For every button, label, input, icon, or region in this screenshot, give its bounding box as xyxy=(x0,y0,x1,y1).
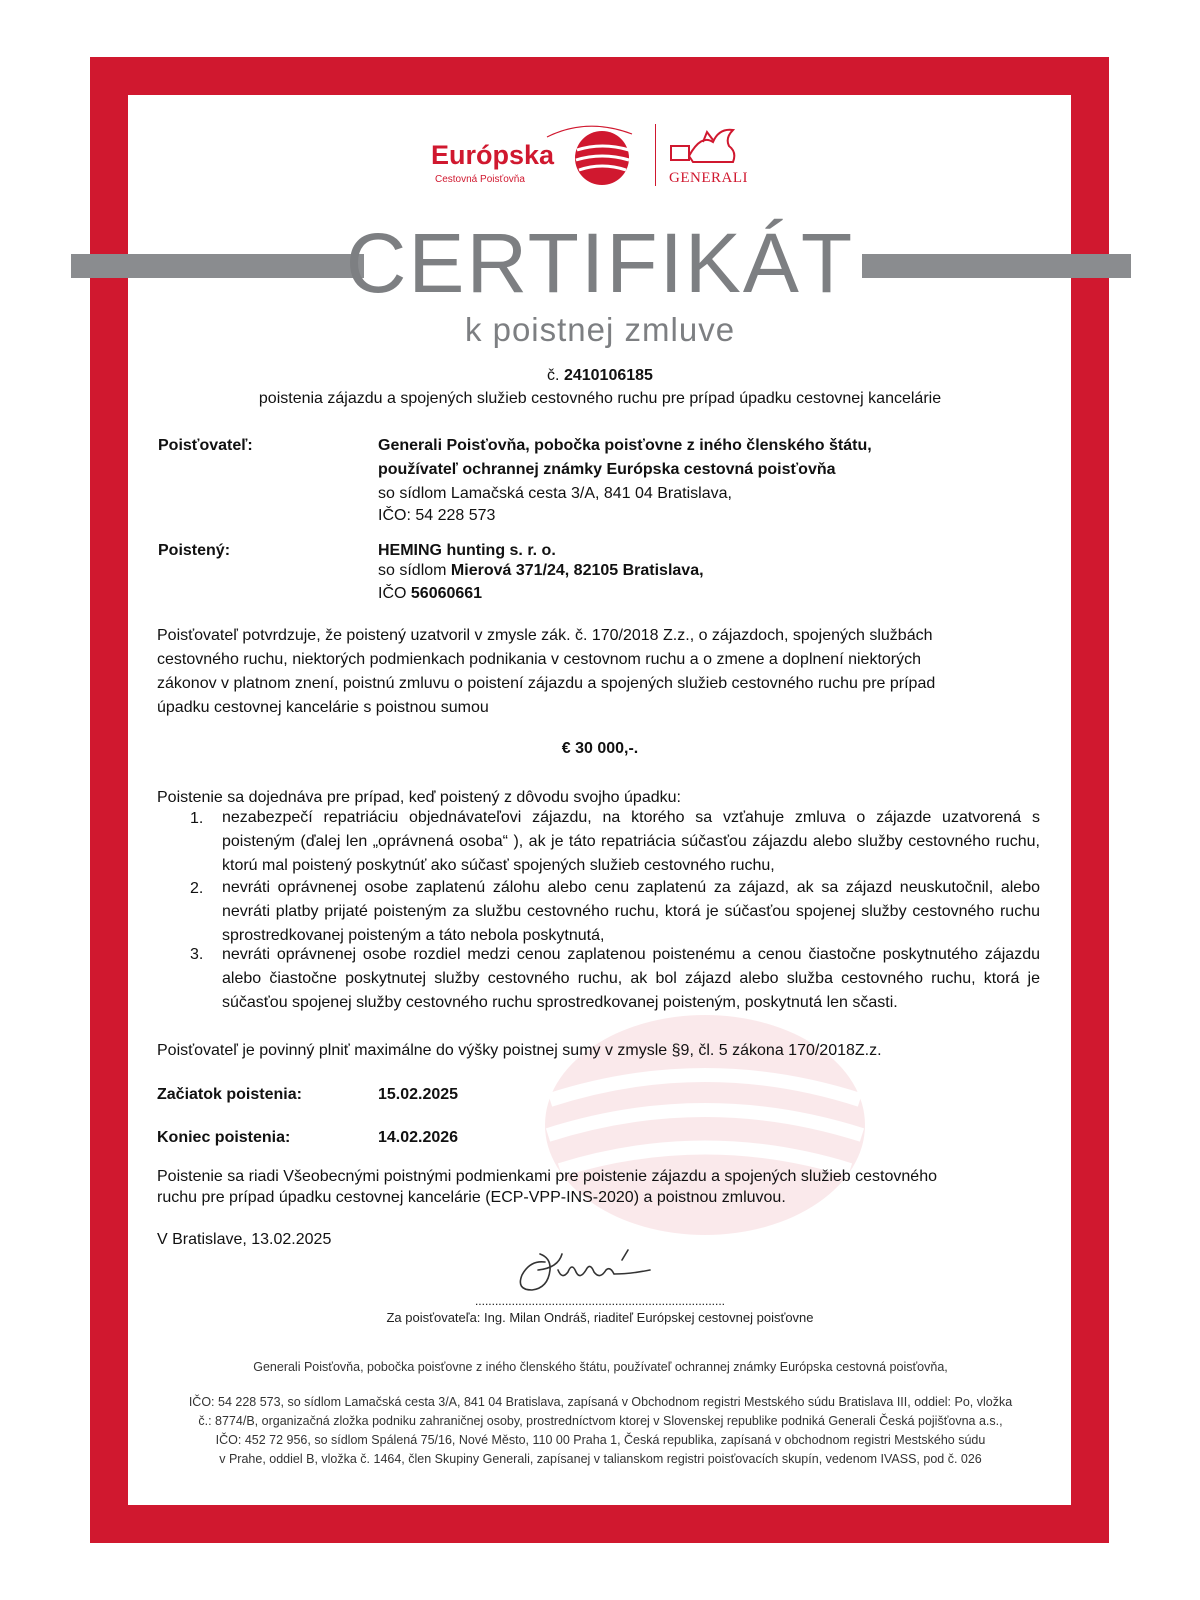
insured-label: Poistený: xyxy=(158,542,231,559)
confirmation-line3: zákonov v platnom znení, poistnú zmluvu o poistení zájazdu a spojených služieb cestovného ruchu pre prípad xyxy=(157,675,936,692)
page-subtitle: k poistnej zmluve xyxy=(464,311,736,348)
brand-name: Európska xyxy=(431,140,555,170)
footer-line3: č.: 8774/B, organizačná zložka podniku zahraničnej osoby, prostredníctvom ktorej v Slovenskej republike podniká Generali Česká pojišťovna a.s., xyxy=(198,1414,1003,1428)
place-date: V Bratislave, 13.02.2025 xyxy=(157,1231,332,1248)
insurer-label: Poisťovateľ: xyxy=(158,437,253,454)
partner-name: GENERALI xyxy=(669,170,748,186)
end-label: Koniec poistenia: xyxy=(157,1129,291,1146)
start-label: Začiatok poistenia: xyxy=(157,1086,302,1103)
footer-line5: v Prahe, oddiel B, vložka č. 1464, člen Skupiny Generali, zapísanej v talianskom registri poisťovacích skupín, vedenom IVASS, pod č. 026 xyxy=(219,1452,982,1466)
confirmation-line4: úpadku cestovnej kancelárie s poistnou sumou xyxy=(157,699,489,716)
certificate-subject: poistenia zájazdu a spojených služieb cestovného ruchu pre prípad úpadku cestovnej kancelárie xyxy=(258,390,942,407)
lion-icon xyxy=(667,124,743,168)
signature xyxy=(510,1240,670,1300)
logo xyxy=(431,122,777,202)
page-title: CERTIFIKÁT xyxy=(345,216,855,310)
footer-line2: IČO: 54 228 573, so sídlom Lamačská cesta 3/A, 841 04 Bratislava, zapísaná v Obchodnom registri Mestského súdu Bratislava III, oddiel: Po, vložka xyxy=(188,1395,1013,1409)
globe-icon xyxy=(537,122,637,187)
coverage-item: nezabezpečí repatriáciu objednávateľovi zájazdu, na ktorého sa vzťahuje zmluva o zájazde uzatvorená s poisteným (ďalej len „oprávnená osoba“ ), ak je táto repatriácia súčasťou zájazdu alebo služby cestovného ruchu, ktorú mal poistený poskytnúť ako súčasť spojených služieb cestovného ruchu, xyxy=(222,809,1040,874)
coverage-item: nevráti oprávnenej osobe zaplatenú zálohu alebo cenu zaplatenú za zájazd, ak sa zájazd neuskutočnil, alebo nevráti platby prijaté poisteným za službu cestovného ruchu, ktorá je súčasťou spojenej služby cestovného ruchu sprostredkovanej poisteným a táto nebola poskytnutá, xyxy=(222,879,1040,944)
insurer-ico: IČO: 54 228 573 xyxy=(378,507,496,524)
signature-line: ........................................................................... xyxy=(474,1294,726,1308)
coverage-obligation: Poisťovateľ je povinný plniť maximálne do výšky poistnej sumy v zmysle §9, čl. 5 zákona 170/2018Z.z. xyxy=(157,1042,882,1059)
coverage-intro: Poistenie sa dojednáva pre prípad, keď poistený z dôvodu svojho úpadku: xyxy=(157,789,681,806)
start-date: 15.02.2025 xyxy=(378,1086,459,1103)
insured-ico: IČO 56060661 xyxy=(378,585,483,602)
insurer-name-line2: používateľ ochrannej známky Európska cestovná poisťovňa xyxy=(378,461,836,478)
logo-divider xyxy=(655,124,656,186)
terms-line2: ruchu pre prípad úpadku cestovnej kancelárie (ECP-VPP-INS-2020) a poistnou zmluvou. xyxy=(157,1189,786,1206)
insurer-name-line1: Generali Poisťovňa, pobočka poisťovne z iného členského štátu, xyxy=(378,437,872,454)
coverage-item-number: 2. xyxy=(190,880,204,897)
coverage-item-number: 3. xyxy=(190,946,204,963)
insurer-address: so sídlom Lamačská cesta 3/A, 841 04 Bratislava, xyxy=(378,485,732,502)
coverage-item-number: 1. xyxy=(190,810,204,827)
confirmation-line2: cestovného ruchu, niektorých podmienkach podnikania v cestovnom ruchu a o zmene a doplnení niektorých xyxy=(157,651,922,668)
coverage-item: nevráti oprávnenej osobe rozdiel medzi cenou zaplatenou poistenému a cenou čiastočne poskytnutého zájazdu alebo čiastočne poskytnutej služby cestovného ruchu, ak bol zájazd alebo služba cestovného ruchu, ktorá je súčasťou spojenej služby cestovného ruchu sprostredkovanej poisteným, poskytnutá len sčasti. xyxy=(222,946,1040,1011)
insured-address: so sídlom Mierová 371/24, 82105 Bratislava, xyxy=(378,562,704,579)
footer-line4: IČO: 452 72 956, so sídlom Spálená 75/16, Nové Město, 110 00 Praha 1, Česká republika, zapísaná v obchodnom registri Mestského súdu xyxy=(215,1433,986,1447)
insured-name: HEMING hunting s. r. o. xyxy=(378,542,556,559)
signature-caption: Za poisťovateľa: Ing. Milan Ondráš, riaditeľ Európskej cestovnej poisťovne xyxy=(386,1310,814,1325)
end-date: 14.02.2026 xyxy=(378,1129,459,1146)
brand-subtitle: Cestovná Poisťovňa xyxy=(435,174,525,185)
sum-insured: € 30 000,-. xyxy=(561,740,639,757)
footer-line1: Generali Poisťovňa, pobočka poisťovne z iného členského štátu, používateľ ochrannej známky Európska cestovná poisťovňa, xyxy=(253,1360,948,1374)
confirmation-line1: Poisťovateľ potvrdzuje, že poistený uzatvoril v zmysle zák. č. 170/2018 Z.z., o zájazdoch, spojených službách xyxy=(157,627,933,644)
terms-line1: Poistenie sa riadi Všeobecnými poistnými podmienkami pre poistenie zájazdu a spojených služieb cestovného xyxy=(157,1168,937,1185)
certificate-number: č. 2410106185 xyxy=(547,367,653,384)
